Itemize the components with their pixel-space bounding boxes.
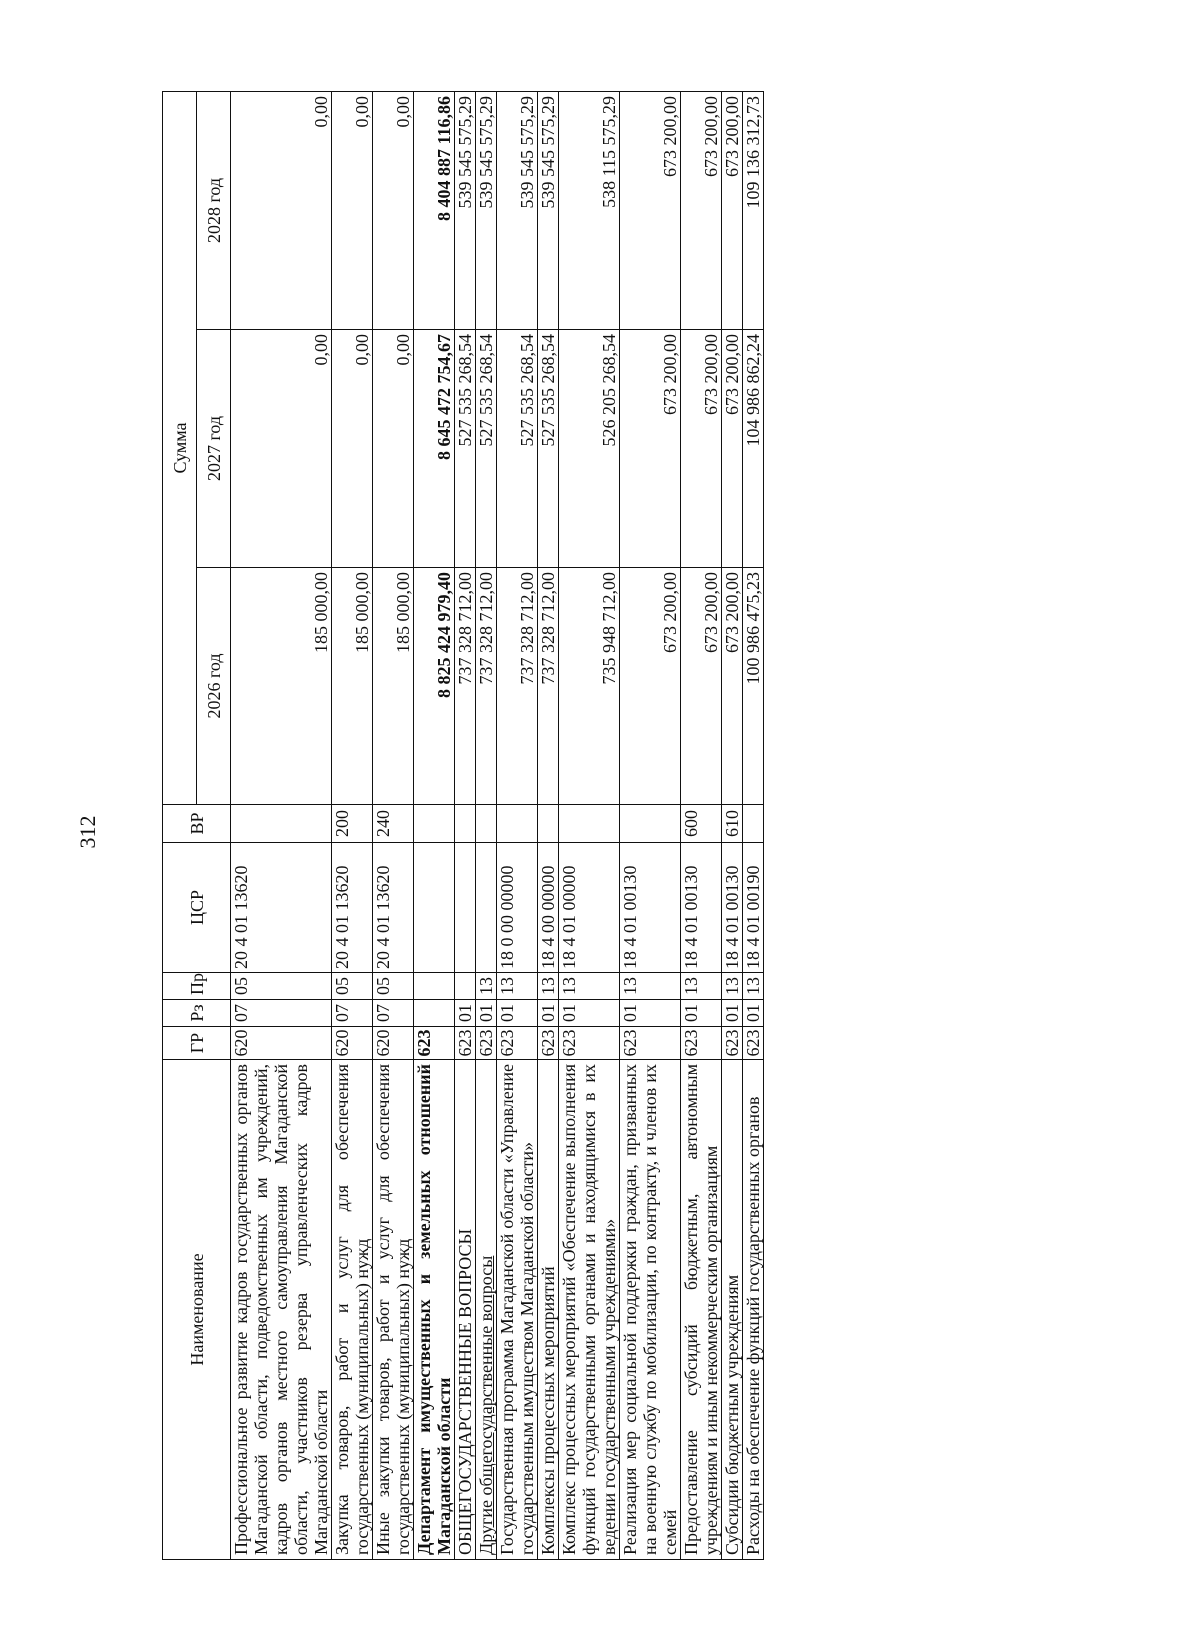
row-csr: 20 4 01 13620: [332, 843, 373, 973]
header-rz: Рз: [163, 1000, 231, 1027]
table-row: [476, 91, 497, 1559]
row-rz: 07: [231, 1000, 332, 1027]
table-row: [414, 91, 455, 1559]
row-name: Закупка товаров, работ и услуг для обеспечения государственных (муниципальных) нужд: [332, 1060, 373, 1560]
header-2027: 2027 год: [197, 330, 231, 568]
row-rz: 01: [722, 1000, 743, 1027]
row-name: Государственная программа Магаданской области «Управление государственным имуществом Магаданской области»: [497, 1060, 538, 1560]
row-pr: 13: [497, 973, 538, 1000]
row-sum-2026: 185 000,00: [373, 568, 414, 805]
header-csr: ЦСР: [163, 843, 231, 973]
row-sum-2027: 8 645 472 754,67: [414, 330, 455, 568]
row-csr: 18 4 01 00130: [722, 843, 743, 973]
table-row: [559, 91, 620, 1559]
row-pr: 13: [559, 973, 620, 1000]
row-csr: 18 4 00 00000: [538, 843, 559, 973]
row-name: Комплексы процессных мероприятий: [538, 1060, 559, 1560]
row-sum-2026: 673 200,00: [620, 568, 681, 805]
row-rz: [414, 1000, 455, 1027]
row-pr: 13: [722, 973, 743, 1000]
row-sum-2027: 527 535 268,54: [476, 330, 497, 568]
table-row: [538, 91, 559, 1559]
header-pr: Пр: [163, 973, 231, 1000]
row-gr: 623: [559, 1027, 620, 1060]
row-sum-2026: 185 000,00: [332, 568, 373, 805]
row-csr: 18 0 00 00000: [497, 843, 538, 973]
row-sum-2026: 737 328 712,00: [476, 568, 497, 805]
header-2028: 2028 год: [197, 91, 231, 329]
row-rz: 01: [538, 1000, 559, 1027]
row-name: ОБЩЕГОСУДАРСТВЕННЫЕ ВОПРОСЫ: [455, 1060, 476, 1560]
header-2026: 2026 год: [197, 568, 231, 805]
row-sum-2028: 673 200,00: [681, 91, 722, 329]
row-rz: 01: [743, 1000, 764, 1027]
row-rz: 01: [497, 1000, 538, 1027]
header-gr: ГР: [163, 1027, 231, 1060]
row-csr: [476, 843, 497, 973]
row-pr: [414, 973, 455, 1000]
budget-table: [162, 91, 764, 1560]
row-sum-2027: 104 986 862,24: [743, 330, 764, 568]
row-gr: 623: [538, 1027, 559, 1060]
row-rz: 01: [455, 1000, 476, 1027]
table-row: [231, 91, 332, 1559]
row-sum-2028: 0,00: [373, 91, 414, 329]
row-sum-2027: 0,00: [373, 330, 414, 568]
table-row: [332, 91, 373, 1559]
row-sum-2027: 0,00: [231, 330, 332, 568]
row-vr: 610: [722, 805, 743, 843]
row-gr: 623: [476, 1027, 497, 1060]
row-rz: 01: [559, 1000, 620, 1027]
row-vr: [414, 805, 455, 843]
row-csr: 18 4 01 00000: [559, 843, 620, 973]
row-sum-2026: 737 328 712,00: [455, 568, 476, 805]
row-vr: [231, 805, 332, 843]
table-row: [497, 91, 538, 1559]
row-sum-2026: 737 328 712,00: [497, 568, 538, 805]
row-vr: 600: [681, 805, 722, 843]
row-name: Субсидии бюджетным учреждениям: [722, 1060, 743, 1560]
row-sum-2027: 673 200,00: [681, 330, 722, 568]
table-row: [681, 91, 722, 1559]
row-sum-2028: 673 200,00: [620, 91, 681, 329]
row-vr: [476, 805, 497, 843]
row-name: Иные закупки товаров, работ и услуг для обеспечения государственных (муниципальных) нужд: [373, 1060, 414, 1560]
row-sum-2026: 100 986 475,23: [743, 568, 764, 805]
row-rz: 01: [681, 1000, 722, 1027]
row-sum-2027: 527 535 268,54: [455, 330, 476, 568]
row-pr: 13: [476, 973, 497, 1000]
row-sum-2026: 737 328 712,00: [538, 568, 559, 805]
row-gr: 623: [497, 1027, 538, 1060]
row-sum-2026: 185 000,00: [231, 568, 332, 805]
rotated-table-area: [162, 92, 1032, 1560]
table-row: [722, 91, 743, 1559]
table-row: [455, 91, 476, 1559]
row-gr: 623: [681, 1027, 722, 1060]
page-number: 312: [75, 815, 100, 849]
header-sum: Сумма: [163, 91, 197, 804]
row-rz: 07: [373, 1000, 414, 1027]
table-row: [743, 91, 764, 1559]
row-sum-2027: 527 535 268,54: [497, 330, 538, 568]
row-sum-2028: 539 545 575,29: [538, 91, 559, 329]
row-pr: 05: [231, 973, 332, 1000]
row-sum-2026: 673 200,00: [681, 568, 722, 805]
row-sum-2027: 673 200,00: [620, 330, 681, 568]
row-csr: 18 4 01 00190: [743, 843, 764, 973]
row-vr: 240: [373, 805, 414, 843]
row-gr: 623: [722, 1027, 743, 1060]
row-rz: 01: [476, 1000, 497, 1027]
row-pr: 05: [373, 973, 414, 1000]
row-gr: 623: [620, 1027, 681, 1060]
row-vr: [559, 805, 620, 843]
row-vr: [497, 805, 538, 843]
row-gr: 620: [231, 1027, 332, 1060]
row-csr: [414, 843, 455, 973]
row-vr: [743, 805, 764, 843]
row-pr: 13: [538, 973, 559, 1000]
table-row: [620, 91, 681, 1559]
row-sum-2027: 526 205 268,54: [559, 330, 620, 568]
row-sum-2028: 109 136 312,73: [743, 91, 764, 329]
row-sum-2028: 539 545 575,29: [497, 91, 538, 329]
row-name: Реализация мер социальной поддержки граждан, призванных на военную службу по мобилизации, по контракту, и членов их семей: [620, 1060, 681, 1560]
row-sum-2027: 0,00: [332, 330, 373, 568]
row-gr: 620: [332, 1027, 373, 1060]
row-sum-2028: 539 545 575,29: [476, 91, 497, 329]
row-vr: 200: [332, 805, 373, 843]
row-gr: 623: [743, 1027, 764, 1060]
row-name: Профессиональное развитие кадров государственных органов Магаданской области, подведомственных им учреждений, кадров органов местного самоуправления Магаданской области, участников резерва управленческих кадров Магаданской области: [231, 1060, 332, 1560]
row-sum-2028: 8 404 887 116,86: [414, 91, 455, 329]
row-rz: 01: [620, 1000, 681, 1027]
row-sum-2028: 673 200,00: [722, 91, 743, 329]
row-csr: 20 4 01 13620: [373, 843, 414, 973]
row-pr: 13: [743, 973, 764, 1000]
row-pr: 13: [620, 973, 681, 1000]
row-sum-2027: 673 200,00: [722, 330, 743, 568]
row-sum-2028: 0,00: [332, 91, 373, 329]
row-gr: 620: [373, 1027, 414, 1060]
row-sum-2026: 673 200,00: [722, 568, 743, 805]
row-sum-2026: 8 825 424 979,40: [414, 568, 455, 805]
row-pr: [455, 973, 476, 1000]
row-csr: [455, 843, 476, 973]
row-name: Расходы на обеспечение функций государственных органов: [743, 1060, 764, 1560]
row-name: Другие общегосударственные вопросы: [476, 1060, 497, 1560]
row-vr: [620, 805, 681, 843]
row-rz: 07: [332, 1000, 373, 1027]
row-gr: 623: [455, 1027, 476, 1060]
row-pr: 05: [332, 973, 373, 1000]
row-sum-2028: 539 545 575,29: [455, 91, 476, 329]
row-name: Предоставление субсидий бюджетным, автономным учреждениям и иным некоммерческим организациям: [681, 1060, 722, 1560]
row-pr: 13: [681, 973, 722, 1000]
row-sum-2027: 527 535 268,54: [538, 330, 559, 568]
row-gr: 623: [414, 1027, 455, 1060]
header-vr: ВР: [163, 805, 231, 843]
table-row: [373, 91, 414, 1559]
row-csr: 18 4 01 00130: [681, 843, 722, 973]
table-body: [231, 91, 764, 1559]
row-sum-2028: 0,00: [231, 91, 332, 329]
row-csr: 20 4 01 13620: [231, 843, 332, 973]
row-vr: [455, 805, 476, 843]
row-vr: [538, 805, 559, 843]
row-name: Комплекс процессных мероприятий «Обеспечение выполнения функций государственными органами и находящимися в их ведении государственными учреждениями»: [559, 1060, 620, 1560]
row-sum-2026: 735 948 712,00: [559, 568, 620, 805]
header-name: Наименование: [163, 1060, 231, 1560]
row-name: Департамент имущественных и земельных отношений Магаданской области: [414, 1060, 455, 1560]
row-sum-2028: 538 115 575,29: [559, 91, 620, 329]
row-csr: 18 4 01 00130: [620, 843, 681, 973]
